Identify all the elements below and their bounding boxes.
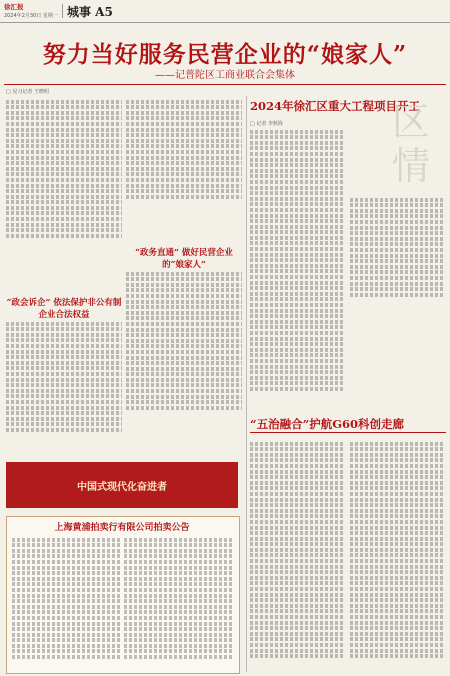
auction-notice-column-a — [12, 536, 120, 659]
article3-column-a — [250, 440, 344, 658]
article1-column-b2 — [126, 270, 242, 410]
issue-date: 2024年2月30日 星期一 — [4, 13, 58, 19]
auction-notice-column-b — [124, 536, 232, 659]
article3-title: “五治融合”护航G60科创走廊 — [250, 417, 405, 431]
article1-column-a2 — [6, 320, 122, 432]
article3-column-b — [350, 440, 444, 658]
header-separator — [62, 4, 63, 18]
article2-column-a — [250, 128, 344, 391]
article2-column-b — [350, 196, 444, 297]
article2-title: 2024年徐汇区重大工程项目开工 — [250, 99, 421, 113]
section-label: 城事 A5 — [67, 5, 113, 19]
article1-subhead-1: “政会诉企” 依法保护非公有制企业合法权益 — [6, 298, 122, 320]
headline-rule — [4, 84, 446, 85]
banner-text: 中国式现代化奋进者 — [77, 482, 167, 493]
column-divider — [246, 96, 247, 672]
decorative-region-text: 区情 — [392, 100, 431, 188]
main-headline: 努力当好服务民营企业的“娘家人” — [42, 41, 408, 68]
article1-byline: □ 见习记者 王晓明 — [6, 89, 49, 95]
auction-notice-title: 上海黄浦拍卖行有限公司拍卖公告 — [54, 523, 190, 533]
article2-byline: □ 记者 李秋海 — [250, 121, 283, 127]
article1-column-b — [126, 98, 242, 199]
article3-rule — [250, 432, 446, 433]
main-subheadline: ——记普陀区工商业联合会集体 — [155, 70, 295, 81]
article1-column-a — [6, 98, 122, 238]
masthead-logo: 徐汇报 — [4, 3, 24, 11]
article1-subhead-2: “政务直通” 做好民营企业的“娘家人” — [135, 248, 233, 270]
